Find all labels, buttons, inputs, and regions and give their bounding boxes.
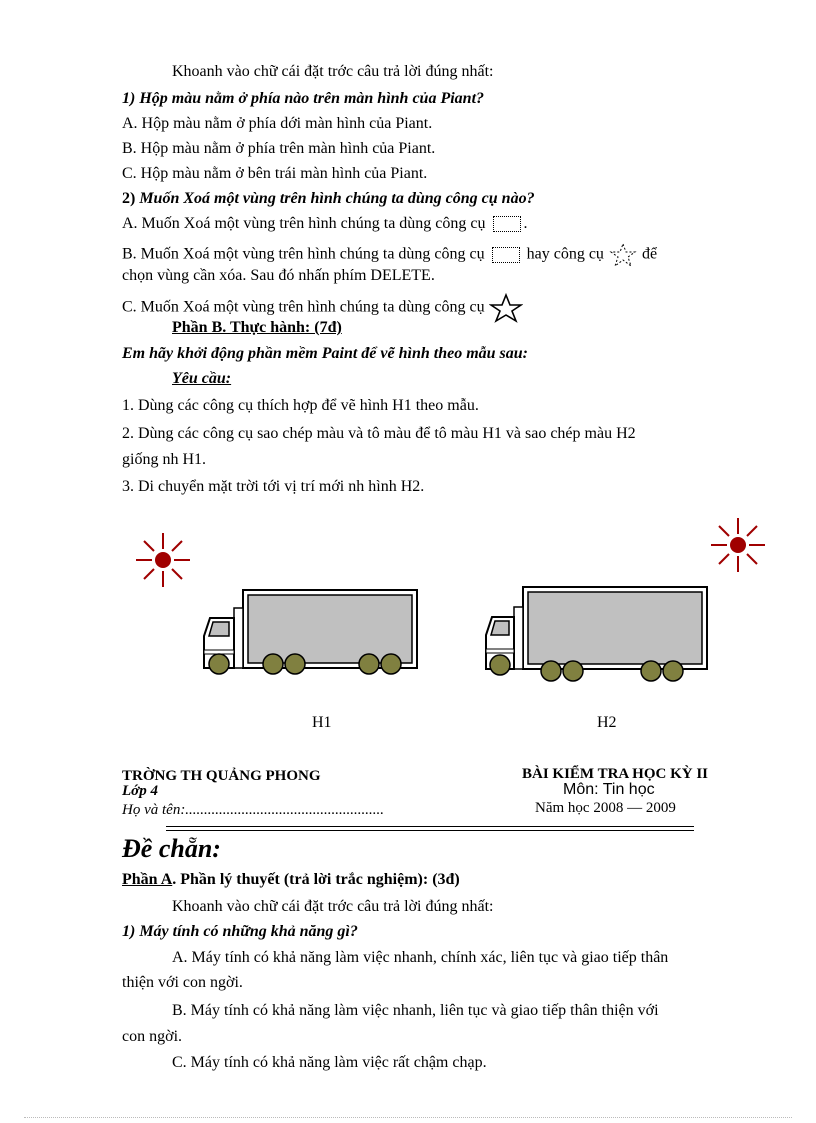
class-label: Lớp 4 — [122, 783, 158, 799]
instruction-line: Khoanh vào chữ cái đặt trớc câu trả lời đúng nhất: — [172, 63, 494, 80]
q2-option-b-end: để — [641, 245, 658, 263]
q2-option-b — [122, 242, 657, 268]
instruction-line-2: Khoanh vào chữ cái đặt trớc câu trả lời đúng nhất: — [172, 898, 494, 915]
q1-option-c: C. Hộp màu nằm ở bên trái màn hình của Piant. — [122, 165, 428, 182]
q2-option-b-mid: hay công cụ — [526, 245, 604, 263]
part-a-desc: . Phần lý thuyết (trả lời trắc nghiệm): (3đ) — [172, 871, 460, 888]
computer-option-c: C. Máy tính có khả năng làm việc rất chậm chạp. — [172, 1054, 487, 1071]
question-2 — [122, 189, 535, 209]
rect-select-icon — [492, 247, 520, 263]
free-form-select-icon — [608, 242, 638, 268]
requirement-3: 3. Di chuyển mặt trời tới vị trí mới nh hình H2. — [122, 478, 425, 495]
q2-option-c-text: C. Muốn Xoá một vùng trên hình chúng ta dùng công cụ — [122, 298, 485, 316]
caption-h2: H2 — [597, 714, 617, 731]
divider — [166, 826, 694, 827]
even-exam-title: Đề chẵn: — [122, 834, 221, 863]
q1-option-b: B. Hộp màu nằm ở phía trên màn hình của Piant. — [122, 140, 436, 157]
part-a-label: Phần A — [122, 871, 173, 888]
q2-option-a-text: A. Muốn Xoá một vùng trên hình chúng ta dùng công cụ — [122, 215, 486, 232]
question-2-text: Muốn Xoá một vùng trên hình chúng ta dùng công cụ nào? — [139, 190, 535, 207]
name-field: Họ và tên:..................................................... — [122, 802, 385, 818]
computer-option-a: A. Máy tính có khả năng làm việc nhanh, chính xác, liên tục và giao tiếp thân — [172, 949, 669, 966]
q2-option-a — [122, 214, 528, 234]
star-icon — [489, 293, 523, 323]
task-line: Em hãy khởi động phần mềm Paint để vẽ hình theo mẫu sau: — [122, 345, 528, 362]
part-a-title — [122, 870, 460, 890]
q2-option-b-line2: chọn vùng cần xóa. Sau đó nhấn phím DELETE. — [122, 267, 435, 284]
divider — [166, 830, 694, 831]
requirement-1: 1. Dùng các công cụ thích hợp để vẽ hình H1 theo mẫu. — [122, 397, 479, 414]
requirement-2: 2. Dùng các công cụ sao chép màu và tô màu để tô màu H1 và sao chép màu H2 — [122, 425, 636, 442]
q2-option-b-text: B. Muốn Xoá một vùng trên hình chúng ta dùng công cụ — [122, 245, 485, 263]
computer-option-b-cont: con ngời. — [122, 1028, 183, 1045]
part-b-title: Phần B. Thực hành: (7đ) — [172, 319, 342, 336]
computer-option-a-cont: thiện với con ngời. — [122, 974, 243, 991]
truck-h2 — [484, 585, 710, 685]
sun-h1 — [134, 531, 192, 589]
exam-title: BÀI KIỂM TRA HỌC KỲ II — [522, 766, 709, 782]
rect-select-icon — [493, 216, 521, 232]
subject: Môn: Tin học — [563, 781, 655, 798]
question-2-number: 2) — [122, 190, 136, 207]
computer-option-b: B. Máy tính có khả năng làm việc nhanh, liên tục và giao tiếp thân thiện với — [172, 1002, 659, 1019]
page-edge — [24, 1117, 792, 1118]
truck-h1 — [200, 588, 420, 684]
q1-option-a: A. Hộp màu nằm ở phía dới màn hình của Piant. — [122, 115, 433, 132]
question-computer: 1) Máy tính có những khả năng gì? — [122, 923, 358, 940]
requirements-title: Yêu cầu: — [172, 370, 232, 387]
q2-option-a-end: . — [523, 215, 528, 232]
school-name: TRỜNG TH QUẢNG PHONG — [122, 768, 321, 784]
question-1: 1) Hộp màu nằm ở phía nào trên màn hình của Piant? — [122, 90, 485, 107]
caption-h1: H1 — [312, 714, 332, 731]
requirement-2-cont: giống nh H1. — [122, 451, 206, 468]
school-year: Năm học 2008 — 2009 — [535, 800, 676, 816]
sun-h2 — [709, 516, 767, 574]
